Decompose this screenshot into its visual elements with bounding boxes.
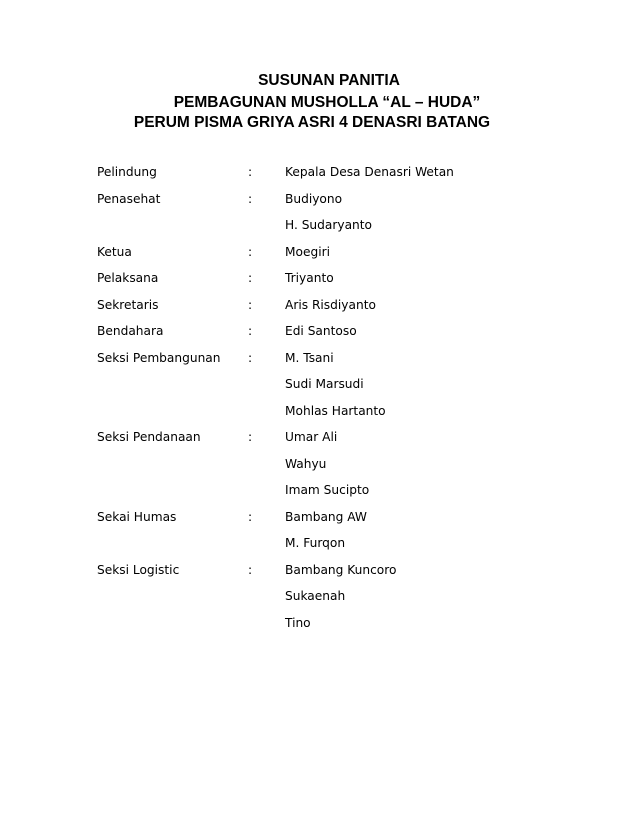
committee-row	[0, 530, 638, 557]
committee-row	[0, 557, 638, 584]
role-label: Bendahara	[97, 324, 164, 338]
colon-separator: :	[248, 324, 253, 338]
role-label: Pelindung	[97, 165, 157, 179]
member-name: Triyanto	[285, 271, 334, 285]
committee-row	[0, 292, 638, 319]
colon-separator: :	[248, 244, 253, 259]
committee-row	[0, 345, 638, 372]
member-name: Wahyu	[285, 456, 327, 471]
colon-separator: :	[248, 430, 253, 444]
member-name: Mohlas Hartanto	[285, 403, 386, 418]
committee-row	[0, 451, 638, 478]
committee-row	[0, 239, 638, 266]
member-name: M. Tsani	[285, 350, 334, 365]
colon-separator: :	[248, 271, 253, 285]
committee-row	[0, 610, 638, 637]
role-label: Ketua	[97, 244, 132, 259]
role-label: Seksi Pembangunan	[97, 350, 221, 365]
member-name: Sudi Marsudi	[285, 377, 364, 391]
committee-row	[0, 583, 638, 610]
colon-separator: :	[248, 350, 253, 365]
member-name: Moegiri	[285, 244, 330, 259]
member-name: Sukaenah	[285, 589, 346, 603]
committee-row	[0, 398, 638, 425]
role-label: Seksi Pendanaan	[97, 430, 201, 444]
member-name: Bambang AW	[285, 509, 367, 524]
member-name: H. Sudaryanto	[285, 218, 373, 232]
committee-row	[0, 371, 638, 398]
member-name: Aris Risdiyanto	[285, 297, 376, 312]
colon-separator: :	[248, 562, 253, 577]
colon-separator: :	[248, 165, 253, 179]
committee-row	[0, 477, 638, 504]
committee-row	[0, 318, 638, 345]
colon-separator: :	[248, 509, 253, 524]
member-name: Budiyono	[285, 191, 343, 206]
title-line-3: PERUM PISMA GRIYA ASRI 4 DENASRI BATANG	[133, 114, 491, 131]
committee-row	[0, 186, 638, 213]
title-line-1: SUSUNAN PANITIA	[258, 72, 400, 89]
role-label: Sekai Humas	[97, 509, 177, 524]
committee-row	[0, 159, 638, 186]
member-name: Imam Sucipto	[285, 483, 370, 497]
member-name: Umar Ali	[285, 430, 338, 444]
role-label: Seksi Logistic	[97, 562, 180, 577]
role-label: Sekretaris	[97, 297, 159, 312]
committee-row	[0, 265, 638, 292]
member-name: Edi Santoso	[285, 324, 357, 338]
member-name: Tino	[285, 615, 311, 630]
committee-row	[0, 504, 638, 531]
role-label: Pelaksana	[97, 271, 159, 285]
committee-row	[0, 212, 638, 239]
colon-separator: :	[248, 297, 253, 312]
committee-row	[0, 424, 638, 451]
committee-list	[0, 159, 638, 636]
title-line-2: PEMBAGUNAN MUSHOLLA “AL – HUDA”	[173, 94, 481, 111]
member-name: Bambang Kuncoro	[285, 562, 397, 577]
colon-separator: :	[248, 191, 253, 206]
member-name: Kepala Desa Denasri Wetan	[285, 165, 454, 179]
role-label: Penasehat	[97, 191, 161, 206]
member-name: M. Furqon	[285, 536, 346, 550]
